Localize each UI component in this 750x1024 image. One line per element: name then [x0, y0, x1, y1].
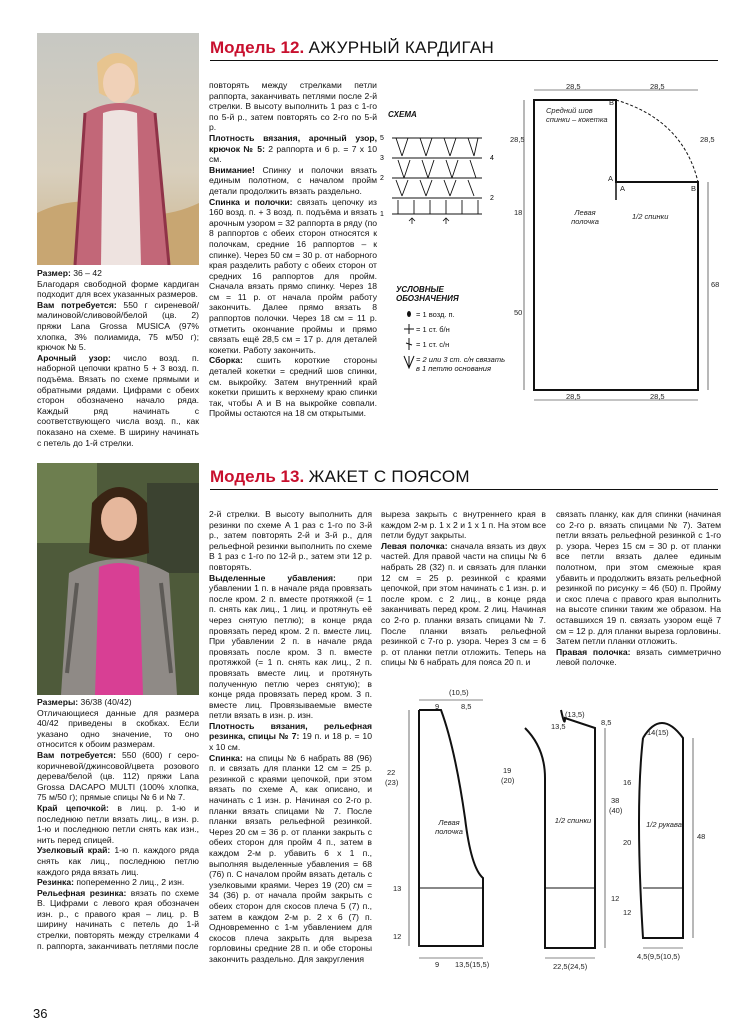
paragraph: [209, 165, 377, 197]
label-front: Левая полочка: [571, 208, 599, 226]
dim-top-left: 28,5: [566, 82, 581, 91]
front-l12: 12: [393, 932, 402, 941]
sleeve-l16: 16: [623, 778, 632, 787]
sleeve-top: 14(15): [647, 728, 669, 737]
front-b9: 9: [435, 960, 440, 969]
paragraph-text: в лиц. р. 1-ю и последнюю петли вязать лиц., в изн. р. 1-ю и последнюю петли снять как изн., нить перед спицей.: [37, 802, 199, 845]
paragraph-text: 2-й стрелки. В высоту выполнить для резинки по схеме A 1 раз с 1-го по 3-й р., затем повторять 2-й и 3-й р., для рельефной резинки выполнить по схеме B 1 раз с 1-го по 12-й р., затем эти 12 р. повторять.: [209, 509, 372, 572]
svg-text:2: 2: [380, 175, 384, 182]
paragraph-text: вязать симметрично левой полочке.: [556, 646, 721, 668]
paragraph-heading: Вам потребуется:: [37, 299, 117, 310]
dim-side-right: 28,5: [700, 135, 715, 144]
paragraph: [209, 197, 377, 356]
paragraph-text: 1-ю п. каждого ряда снять как лиц., последнюю петлю каждого ряда вязать лиц.: [37, 845, 199, 877]
paragraph-heading: Плотность вязания, рельефная резинка, спицы № 7:: [209, 720, 372, 742]
legend-item: = 1 возд. п.: [416, 310, 455, 319]
paragraph-text: 36/38 (40/42): [78, 697, 132, 707]
paragraph: [556, 509, 721, 647]
paragraph-text: сшить короткие стороны деталей кокетки = средний шов спинки, см. выкройку. Затем внутренний край кокетки пришить к верхнему краю спинки так, чтобы A и B на выкройке совпали. Проймы остаются на 18 см открытыми.: [209, 355, 377, 419]
model13-col3: [381, 509, 546, 668]
svg-text:4: 4: [490, 155, 494, 162]
scheme-diagram: [378, 128, 508, 228]
sleeve-l20: 20: [623, 838, 632, 847]
front-t9: 9: [435, 702, 440, 711]
paragraph-heading: Плотность вязания, арочный узор, крючок № 5:: [209, 132, 377, 154]
point-a: A: [608, 174, 614, 183]
label-back: 1/2 спинки: [632, 212, 669, 221]
paragraph: [209, 509, 372, 573]
paragraph-text: 36 – 42: [70, 268, 102, 278]
model12-photo-image: [37, 33, 199, 265]
paragraph-heading: Сборка:: [209, 355, 243, 366]
front-l19: 19: [503, 766, 512, 775]
front-t85: 8,5: [461, 702, 472, 711]
paragraph-text: при убавлении 1 п. в начале ряда провязать после кром. 2 п. вместе протяжкой (= 1 п. снять как лиц., 1 лиц. и протянуть её через снятую петлю); в конце ряда провязать перед кром. 2 п. вместе лиц. При убавлении 2 п. в начале ряда провязать после кром. 3 п. вместе протяжкой (= 1 п. снять как лиц., 2 п. провязать вместе лиц. и протянуть полученную петлю через снятую); в конце ряда провязать перед кром. 3 п. вместе лиц. Провязываемые вместе петли вязать в изн. р. изн.: [209, 572, 372, 721]
paragraph-text: связать планку, как для спинки (начиная со 2-го р. вязать спицами № 7). Затем петли вязать рельефной резинкой с 1-го р. узора. Через 15 см = 30 р. от планки все петли вязать далее единым полотном, при этом смежные края убавить и продолжить вязать рельефной резинкой по рисунку = 46 (50) п. Пройму и скос плеча с правого края выполнить на высоте спинки таким же образом. На оставшихся 19 п. связать узором ещё 7 см = 12 р. для планки выреза горловины. Затем петли планки отложить.: [556, 509, 721, 647]
model12-title: АЖУРНЫЙ КАРДИГАН: [308, 38, 495, 57]
paragraph: [37, 268, 199, 279]
model12-photo: [37, 33, 199, 265]
model12-col2: [209, 80, 377, 419]
legend-item: = 2 или 3 ст. с/н связать в 1 петлю основания: [416, 355, 506, 373]
paragraph-heading: Внимание!: [209, 164, 255, 175]
model13-col2: [209, 509, 372, 965]
back-t85: 8,5: [601, 718, 612, 727]
paragraph-text: вязать по схеме B. Цифрами с левого края обозначен изн. р., с правого края – лиц. р. В ширину начинать с петель до 1-й стрелки, повторять между стрелками 4 п. раппорта, заканчивать петлями после: [37, 887, 199, 951]
paragraph-heading: Спинка:: [209, 752, 243, 763]
paragraph-heading: Размеры:: [37, 697, 79, 707]
paragraph: [37, 877, 199, 888]
paragraph-text: 19 п. и 18 р. = 10 х 10 см.: [209, 731, 372, 753]
paragraph-heading: Спинка и полочки:: [209, 196, 293, 207]
front-l23: (23): [385, 778, 399, 787]
back-top: (13,5): [565, 710, 585, 719]
svg-text:2: 2: [490, 195, 494, 202]
paragraph-text: число возд. п. наборной цепочки кратно 5 + 3 возд. п. подъёма. Вязать по схеме прямыми и обратными рядами. Цифрами с обеих сторон обозначено начало ряда. Каждый ряд начинать с соответствующего числа возд. п., как показано на схеме. В ширину начинать с петель до 1-й стрелки.: [37, 352, 199, 448]
paragraph-heading: Левая полочка:: [381, 540, 448, 551]
paragraph-heading: Рельефная резинка:: [37, 887, 127, 898]
sleeve-l12: 12: [623, 908, 632, 917]
paragraph: [209, 573, 372, 721]
svg-text:3: 3: [380, 155, 384, 162]
page-number: 36: [33, 1006, 48, 1021]
paragraph-text: Благодаря свободной форме кардиган подходит для всех указанных размеров.: [37, 278, 199, 300]
point-b2: B: [691, 184, 697, 193]
paragraph: [37, 353, 199, 448]
paragraph-text: связать цепочку из 160 возд. п. + 3 возд. п. подъёма и вязать арочным узором = 32 раппорта в ряду (по 8 раппортов с обеих сторон относятся к полочкам, средние 16 раппортов – к спинке). Через 50 см = 30 р. от наборного края разделить работу с обеих сторон от средних 16 раппортов для пройм. Сначала вязать прямо спинку. Через 18 см = 11 р. от начала пройм работу закончить. Далее прямо вязать 8 раппортов полочки. Через 18 см = 11 р. отметить окончание проймы и прямо связать ещё 28,5 см = 17 р. для деталей кокетки. Работу закончить.: [209, 196, 377, 355]
paragraph-heading: Правая полочка:: [556, 646, 631, 657]
scheme-title: СХЕМА: [388, 110, 417, 119]
sleeve-r48: 48: [697, 832, 706, 841]
paragraph-heading: Вам потребуется:: [37, 749, 116, 760]
svg-text:1: 1: [380, 211, 384, 218]
paragraph: [209, 721, 372, 753]
paragraph: [209, 355, 377, 419]
model13-title: ЖАКЕТ С ПОЯСОМ: [308, 467, 470, 486]
crochet-scheme: [378, 80, 508, 380]
model13-photo-image: [37, 463, 199, 695]
back-r38: 38: [611, 796, 620, 805]
paragraph: [37, 708, 199, 750]
paragraph: [37, 697, 199, 708]
front-l20: (20): [501, 776, 515, 785]
front-top: (10,5): [449, 688, 469, 697]
paragraph-text: сначала вязать из двух частей. Для правой части на спицы № 6 набрать 28 (32) п. и связать для планки 12 см = 25 р. резинкой с краями цепочкой, при этом начинать с 1 изн. р. и после кром. с 2 лиц., в конце ряда заканчивать перед кром. 2 лиц. Начиная со 2-го р. планки вязать спицами № 7. После планки вязать рельефной резинкой с 7-го р. узора. Через 3 см = 6 р. от планки петли отложить. Теперь на спицы № 6 набрать для пояса 20 п. и: [381, 540, 547, 668]
paragraph-text: Отличающиеся данные для размера 40/42 приведены в скобках. Если указано одно значение, то оно относится к обоим размерам.: [37, 707, 199, 750]
paragraph-heading: Край цепочкой:: [37, 802, 109, 813]
front-l13: 13: [393, 884, 402, 893]
paragraph-heading: Узелковый край:: [37, 845, 111, 856]
paragraph-text: Спинку и полочки вязать единым полотном, с началом пройм детали продолжить вязать раздельно.: [209, 164, 377, 196]
model12-pattern: [508, 80, 723, 410]
legend-title: УСЛОВНЫЕ ОБОЗНАЧЕНИЯ: [396, 285, 459, 303]
model13-header: [210, 467, 718, 490]
front-b135: 13,5(15,5): [455, 960, 490, 969]
model13-patterns: [385, 688, 730, 988]
paragraph: [556, 647, 721, 668]
paragraph-text: попеременно 2 лиц., 2 изн.: [74, 877, 185, 888]
paragraph-text: 550 г сиреневой/малиновой/сливовой/белой (цв. 2) пряжи Lana Grossa MUSICA (97% хлопка, 3% полиамида, 75 м/50 г); крючок № 5.: [37, 299, 199, 353]
paragraph-text: выреза закрыть с внутреннего края в каждом 2-м р. 1 х 2 и 1 х 1 п. На этом все петли будут закрыты.: [381, 509, 546, 541]
back-label: 1/2 спинки: [554, 816, 592, 825]
paragraph-text: 550 (600) г серо-коричневой/джинсовой/цвета розового дерева/белой (цв. 112) пряжи Lana Grossa DACAPO MULTI (100% хлопка, 75 м/50 г); прямые спицы № 6 и № 7.: [37, 749, 199, 803]
paragraph-heading: Арочный узор:: [37, 352, 111, 363]
back-r12: 12: [611, 894, 620, 903]
paragraph-heading: Выделенные убавления:: [209, 572, 336, 583]
back-r40: (40): [609, 806, 623, 815]
paragraph: [37, 300, 199, 353]
paragraph: [209, 753, 372, 965]
paragraph-heading: Резинка:: [37, 877, 74, 888]
paragraph: [37, 888, 199, 952]
model13-pattern-drawing: [385, 688, 730, 988]
paragraph: [37, 750, 199, 803]
paragraph: [381, 541, 546, 668]
paragraph: [381, 509, 546, 541]
legend-symbols: [402, 308, 416, 378]
model13-number: Модель 13.: [210, 467, 305, 486]
dim-left-mid: 18: [514, 208, 523, 217]
front-l22: 22: [387, 768, 396, 777]
back-t135: 13,5: [551, 722, 566, 731]
svg-text:5: 5: [380, 135, 384, 142]
paragraph: [37, 279, 199, 300]
dim-right-side: 68: [711, 280, 720, 289]
model12-header: [210, 38, 718, 61]
dim-bottom-left: 28,5: [566, 392, 581, 401]
dim-bottom-right: 28,5: [650, 392, 665, 401]
paragraph: [37, 845, 199, 877]
point-a2: A: [620, 184, 626, 193]
back-bottom: 22,5(24,5): [553, 962, 588, 971]
model12-col1: [37, 268, 199, 448]
model12-pattern-drawing: [508, 80, 723, 410]
paragraph: [37, 803, 199, 845]
paragraph: [209, 133, 377, 165]
model12-number: Модель 12.: [210, 38, 305, 57]
paragraph-text: повторять между стрелками петли раппорта, заканчивать петлями после 2-й стрелки. В высоту выполнить 1 раз с 1-го по 5-й р., затем повторять со 2-го по 5-й р.: [209, 80, 377, 133]
model13-col1: [37, 697, 199, 951]
paragraph-text: 2 раппорта и 6 р. = 7 х 10 см.: [209, 143, 377, 165]
legend-item: = 1 ст. б/н: [416, 325, 450, 334]
legend-item: = 1 ст. с/н: [416, 340, 450, 349]
model13-col4: [556, 509, 721, 668]
paragraph-heading: Размер:: [37, 268, 71, 278]
paragraph-text: на спицы № 6 набрать 88 (96) п. и связать для планки 12 см = 25 р. резинкой с краями цепочкой, при этом вязать по схеме A, как описано, и начинать с 1 изн. р. Начиная со 2-го р. планки вязать спицами № 7. После планки вязать рельефной резинкой. Через 20 см = 36 р. от планки закрыть с обеих сторон для пройм 4 п., затем в каждом 2-м р. убавить 6 х 1 п., выполняя выделенные убавления = 68 (76) п. С началом пройм вязать деталь с узелковыми краями. Через 19 (20) см = 34 (36) р. от начала пройм закрыть с обеих сторон для скосов плеча 5 (7) п., затем в каждом 2-м р. 2 х 6 (7) п. Одновременно с 1-м убавлением для скосов плеча закрыть для выреза горловины средние 28 п. и обе стороны закончить раздельно. Для закругления: [209, 752, 372, 964]
point-b: B: [609, 98, 615, 107]
sleeve-bottom: 4,5(9,5(10,5): [637, 952, 680, 961]
paragraph: [209, 80, 377, 133]
label-seam: Средний шов спинки – кокетка: [546, 106, 608, 124]
front-label: Левая полочка: [435, 818, 463, 836]
model13-photo: [37, 463, 199, 695]
dim-left-top: 28,5: [510, 135, 525, 144]
sleeve-label: 1/2 рукава: [646, 820, 682, 829]
dim-left-bottom: 50: [514, 308, 523, 317]
dim-top-right: 28,5: [650, 82, 665, 91]
